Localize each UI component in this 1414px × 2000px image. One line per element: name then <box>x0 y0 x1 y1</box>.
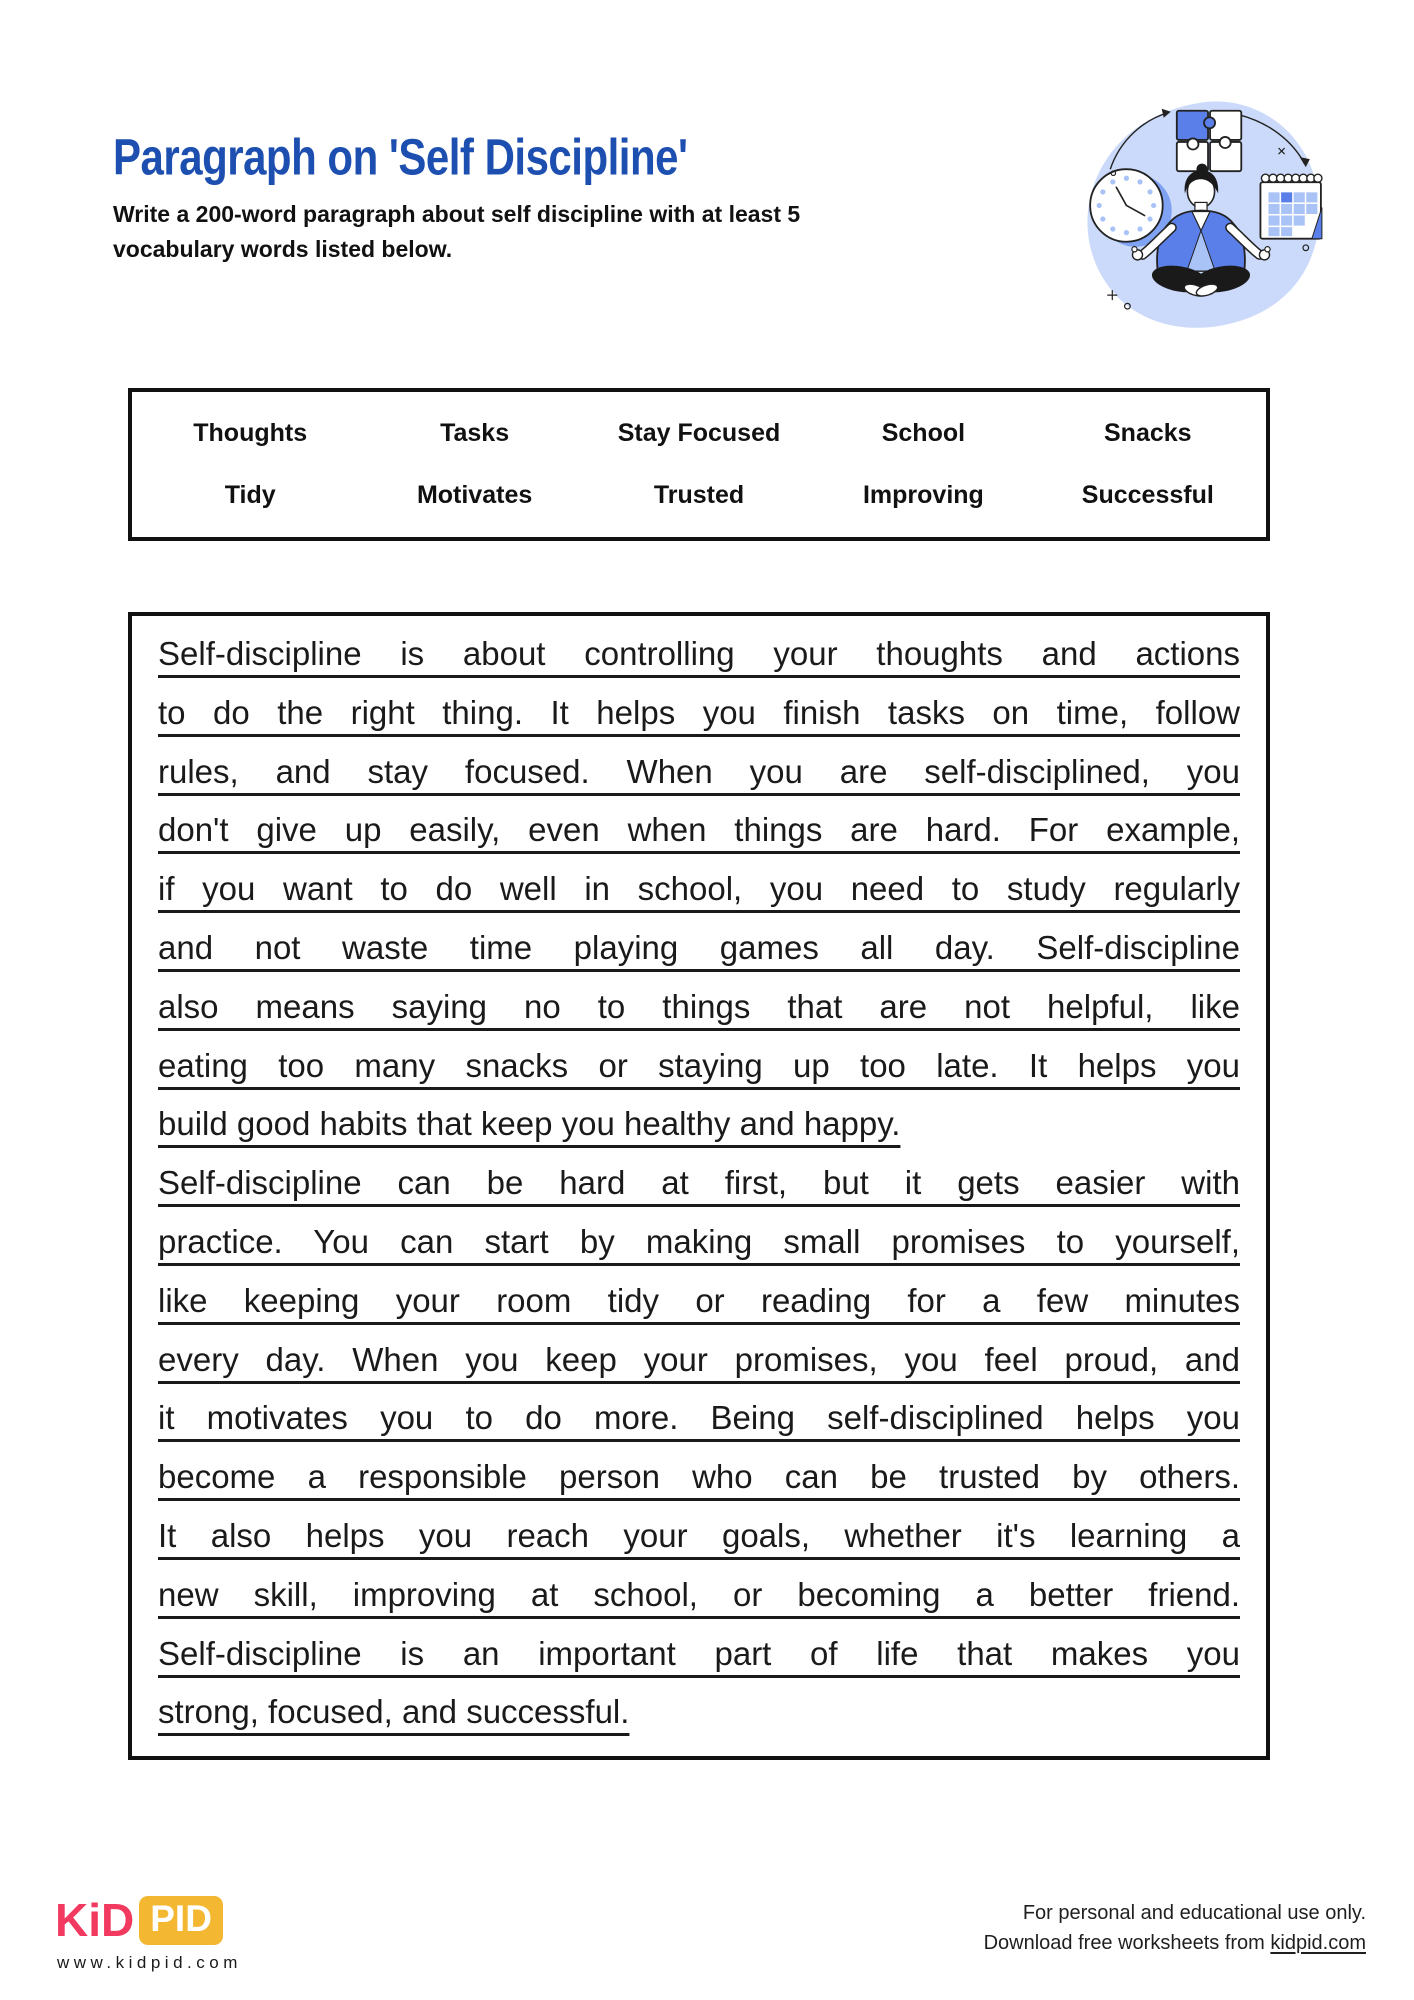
vocab-word: Successful <box>1081 481 1214 510</box>
meditation-illustration <box>1072 88 1334 336</box>
usage-note <box>984 1898 1366 1958</box>
logo-kid-text: KiD <box>55 1894 135 1946</box>
paragraph-answer-box <box>128 612 1270 1760</box>
vocab-word: Improving <box>862 481 984 510</box>
paragraph-line: Self-discipline is about controlling your thoughts and actions <box>158 635 1240 672</box>
website-url: www.kidpid.com <box>57 1953 242 1972</box>
usage-note-line1: For personal and educational use only. <box>1022 1902 1366 1924</box>
kidpid-logo <box>55 1893 223 1947</box>
kidpid-link[interactable]: kidpid.com <box>1270 1932 1366 1954</box>
paragraph-line: build good habits that keep you healthy and happy. <box>158 1105 901 1143</box>
paragraph-line: Self-discipline can be hard at first, but it gets easier with <box>158 1164 1240 1202</box>
paragraph-line: to do the right thing. It helps you finish tasks on time, follow <box>158 693 1240 731</box>
usage-note-line2-text: Download free worksheets from <box>983 1932 1271 1954</box>
vocab-word: Snacks <box>1104 418 1192 447</box>
usage-note-line2 <box>984 1928 1366 1958</box>
paragraph-line: like keeping your room tidy or reading for a few minutes <box>158 1281 1240 1319</box>
vocab-word: Tasks <box>440 418 510 447</box>
paragraph-line: eating too many snacks or staying up too late. It helps you <box>158 1046 1240 1084</box>
calendar-icon <box>1260 174 1321 238</box>
instructions-line2: vocabulary words listed below. <box>113 236 453 262</box>
vocab-word: Stay Focused <box>617 418 781 447</box>
logo-pid-text: PID <box>139 1896 223 1945</box>
paragraph-line: strong, focused, and successful. <box>158 1693 630 1731</box>
paragraph-line: it motivates you to do more. Being self-disciplined helps you <box>158 1399 1240 1437</box>
vocab-word: Tidy <box>224 481 276 510</box>
page-title: Paragraph on 'Self Discipline' <box>113 128 688 186</box>
paragraph-line: practice. You can start by making small promises to yourself, <box>158 1222 1240 1260</box>
vocab-word: Motivates <box>416 481 533 510</box>
paragraph-line: become a responsible person who can be trusted by others. <box>158 1458 1240 1496</box>
instructions-line1: Write a 200-word paragraph about self discipline with at least 5 <box>113 201 801 227</box>
paragraph-line: rules, and stay focused. When you are self-disciplined, you <box>158 752 1240 790</box>
paragraph-line: It also helps you reach your goals, whether it's learning a <box>158 1516 1240 1554</box>
paragraph-line: new skill, improving at school, or becoming a better friend. <box>158 1575 1240 1613</box>
vocab-word: Thoughts <box>193 418 308 447</box>
vocab-word: School <box>881 418 966 447</box>
paragraph-line: every day. When you keep your promises, you feel proud, and <box>158 1340 1240 1378</box>
instructions <box>113 197 800 267</box>
paragraph-line: also means saying no to things that are not helpful, like <box>158 987 1240 1025</box>
paragraph-line: don't give up easily, even when things are hard. For example, <box>158 811 1240 849</box>
paragraph-line: Self-discipline is an important part of life that makes you <box>158 1634 1240 1672</box>
meditation-illustration-svg <box>1072 88 1334 336</box>
paragraph-line: and not waste time playing games all day. Self-discipline <box>158 928 1240 966</box>
vocabulary-box <box>128 388 1270 541</box>
vocab-word: Trusted <box>653 481 745 510</box>
paragraph-line: if you want to do well in school, you need to study regularly <box>158 870 1240 908</box>
